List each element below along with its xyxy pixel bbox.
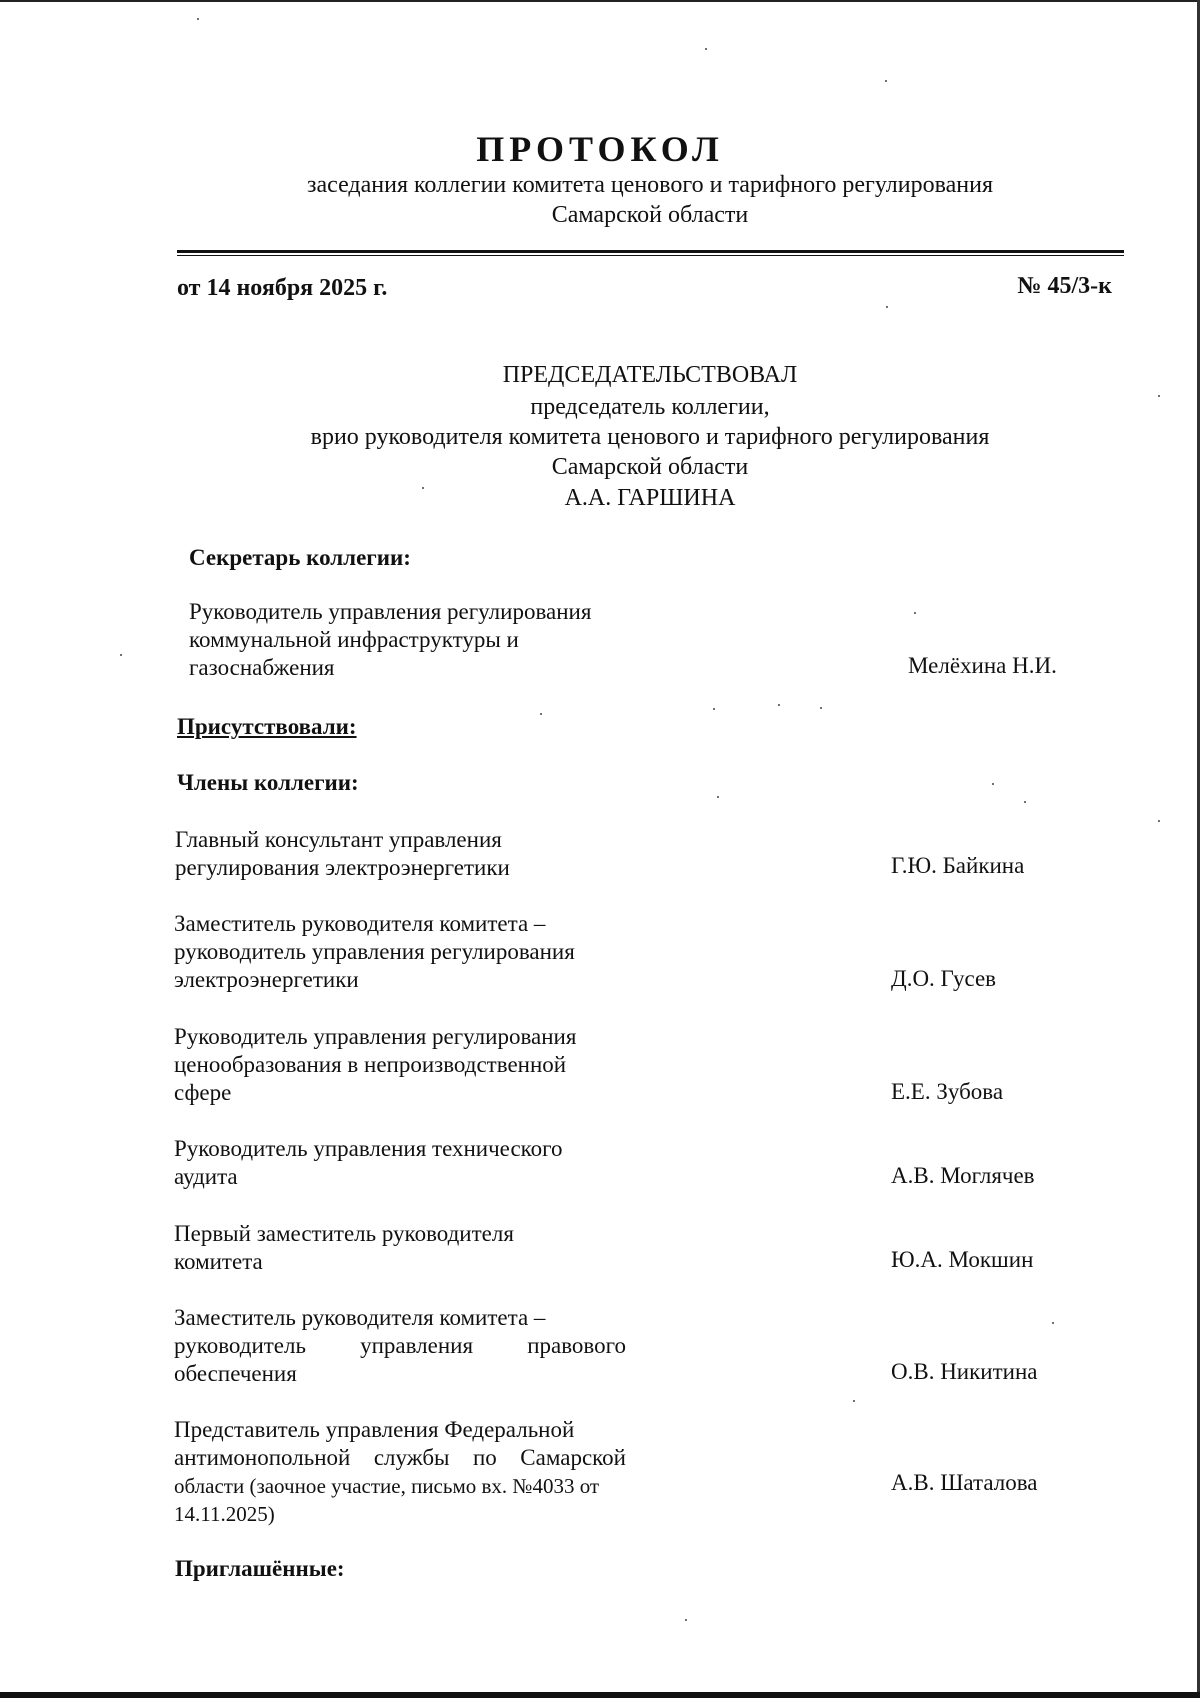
invited-heading: Приглашённые: (175, 1556, 345, 1581)
scan-speck (1158, 395, 1160, 397)
secretary-role-line: коммунальной инфраструктуры и (189, 627, 519, 652)
secretary-role-line: Руководитель управления регулирования (189, 599, 592, 624)
member-role-line: 14.11.2025) (174, 1502, 275, 1526)
header-divider-thin (177, 255, 1124, 256)
page-edge-top (0, 0, 1200, 2)
secretary-name: Мелёхина Н.И. (908, 653, 1057, 678)
document-subtitle-line2: Самарской области (551, 202, 749, 228)
secretary-role-line: газоснабжения (189, 655, 335, 680)
chair-label: ПРЕДСЕДАТЕЛЬСТВОВАЛ (502, 362, 798, 388)
scan-speck (853, 1400, 855, 1402)
protocol-number: № 45/3-к (1017, 273, 1112, 299)
chair-line3: Самарской области (551, 454, 749, 480)
scan-speck (886, 306, 888, 308)
member-role-line: Заместитель руководителя комитета – (174, 911, 546, 936)
scan-speck (685, 1619, 687, 1621)
chair-name: А.А. ГАРШИНА (564, 485, 736, 511)
member-name: А.В. Шаталова (891, 1470, 1038, 1495)
document-subtitle-line1: заседания коллегии комитета ценового и тарифного регулирования (306, 172, 994, 198)
member-name: Д.О. Гусев (891, 966, 997, 991)
member-role-line: антимонопольной службы по Самарской (174, 1445, 626, 1470)
member-role (174, 1023, 634, 1107)
meeting-date: от 14 ноября 2025 г. (177, 275, 388, 301)
member-role (175, 826, 635, 882)
member-role-line: регулирования электроэнергетики (175, 855, 510, 880)
scan-speck (713, 708, 715, 710)
scan-speck (1158, 820, 1160, 822)
scan-speck (422, 487, 424, 489)
member-role-line: Представитель управления Федеральной (174, 1417, 575, 1442)
member-role-line: обеспечения (174, 1361, 297, 1386)
member-role-line: Заместитель руководителя комитета – (174, 1305, 546, 1330)
members-heading: Члены коллегии: (177, 770, 359, 795)
scan-speck (540, 713, 542, 715)
scan-speck (705, 48, 707, 50)
member-role-line: области (заочное участие, письмо вх. №4033 от (174, 1474, 600, 1498)
member-name: Е.Е. Зубова (891, 1079, 1004, 1104)
page-edge-bottom (0, 1692, 1200, 1698)
scan-speck (778, 704, 780, 706)
present-heading: Присутствовали: (177, 714, 357, 739)
member-name: Ю.А. Мокшин (891, 1247, 1034, 1272)
member-role (174, 1304, 626, 1388)
scan-speck (120, 654, 122, 656)
member-role-line: электроэнергетики (174, 967, 359, 992)
header-divider (177, 250, 1124, 253)
member-role-line: Главный консультант управления (175, 827, 502, 852)
member-role-line: ценообразования в непроизводственной (174, 1052, 567, 1077)
scan-speck (914, 612, 916, 614)
scan-speck (820, 707, 822, 709)
member-role-line: аудита (174, 1164, 238, 1189)
member-role-line: сфере (174, 1080, 232, 1105)
member-role-line: Руководитель управления технического (174, 1136, 563, 1161)
scan-speck (197, 18, 199, 20)
member-role (174, 1135, 634, 1191)
scan-speck (1052, 1322, 1054, 1324)
member-role-line: Первый заместитель руководителя (174, 1221, 514, 1246)
member-name: А.В. Моглячев (891, 1163, 1035, 1188)
document-title: ПРОТОКОЛ (476, 129, 724, 169)
member-role (174, 910, 634, 994)
member-role-line: комитета (174, 1249, 263, 1274)
scan-speck (992, 783, 994, 785)
scan-speck (1024, 801, 1026, 803)
chair-line2: врио руководителя комитета ценового и тарифного регулирования (310, 424, 990, 450)
member-role-line: руководитель управления регулирования (174, 939, 575, 964)
secretary-heading: Секретарь коллегии: (189, 545, 411, 570)
member-role (174, 1416, 626, 1528)
member-name: Г.Ю. Байкина (891, 853, 1025, 878)
secretary-role (189, 598, 629, 682)
scan-speck (717, 796, 719, 798)
chair-line1: председатель коллегии, (530, 394, 770, 420)
member-name: О.В. Никитина (891, 1359, 1038, 1384)
scan-speck (885, 80, 887, 82)
member-role-line: Руководитель управления регулирования (174, 1024, 577, 1049)
member-role-line: руководитель управления правового (174, 1333, 626, 1358)
member-role (174, 1220, 634, 1276)
